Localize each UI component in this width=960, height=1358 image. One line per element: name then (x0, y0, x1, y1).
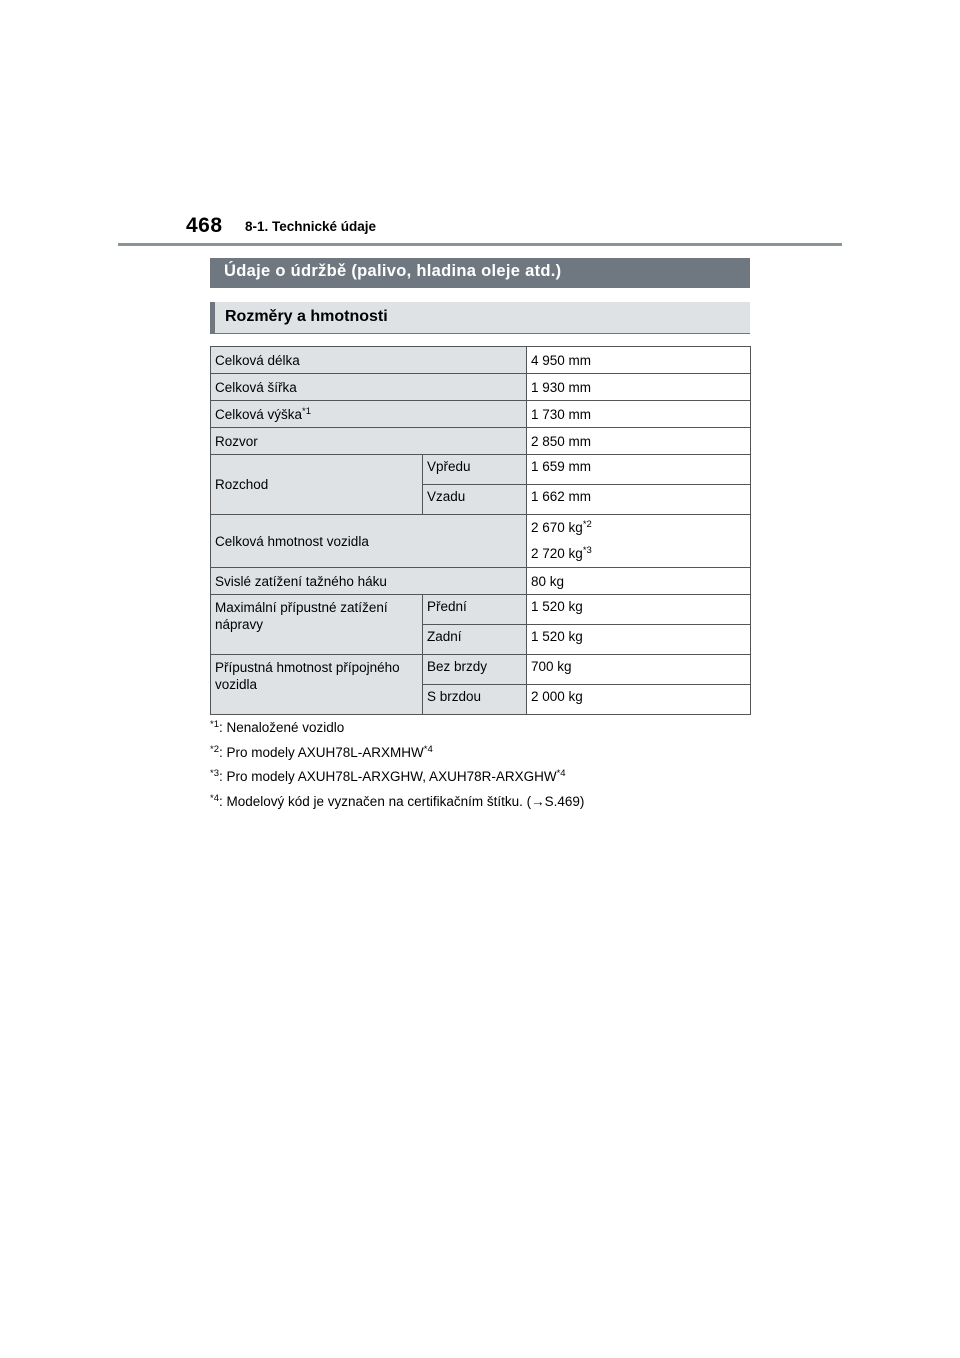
footnote-ref-mark: *4 (556, 768, 566, 779)
width-value: 1 930 mm (527, 374, 751, 401)
footnotes (210, 716, 584, 814)
footnote (210, 765, 584, 790)
gvw-value-2-mark: *3 (582, 545, 592, 556)
gvw-value-1-mark: *2 (582, 519, 592, 530)
gvw-value-2: 2 720 kg (531, 546, 583, 561)
axle-front-value: 1 520 kg (527, 595, 751, 625)
footnote-text: : Modelový kód je vyznačen na certifikačním štítku. (→S.469) (218, 793, 585, 809)
height-footnote-mark: *1 (302, 405, 312, 417)
main-heading: Údaje o údržbě (palivo, hladina oleje atd.) (210, 258, 750, 288)
gvw-value-line (531, 541, 746, 567)
section-title: 8-1. Technické údaje (245, 219, 377, 234)
footnote-ref-mark: *4 (423, 743, 433, 755)
gvw-label: Celková hmotnost vozidla (211, 515, 527, 568)
track-label: Rozchod (211, 455, 423, 515)
sub-heading: Rozměry a hmotnosti (210, 302, 750, 334)
table-row (211, 595, 751, 625)
gvw-value-line (531, 515, 746, 541)
wheelbase-value: 2 850 mm (527, 428, 751, 455)
axle-front-label: Přední (423, 595, 527, 625)
trailer-braked-label: S brzdou (423, 685, 527, 715)
page-number: 468 (186, 214, 223, 237)
table-row (211, 515, 751, 568)
footnote-mark: *3 (210, 768, 219, 779)
trailer-label: Přípustná hmotnost přípojného vozidla (211, 655, 423, 715)
table-row (211, 568, 751, 595)
trailer-unbraked-label: Bez brzdy (423, 655, 527, 685)
footnote-text: : Pro modely AXUH78L-ARXMHW (218, 744, 424, 760)
trailer-unbraked-value: 700 kg (527, 655, 751, 685)
track-rear-value: 1 662 mm (527, 485, 751, 515)
table-row (211, 428, 751, 455)
table-row (211, 655, 751, 685)
track-rear-label: Vzadu (423, 485, 527, 515)
footnote-mark: *4 (210, 792, 219, 804)
gvw-value-1: 2 670 kg (531, 520, 583, 535)
footnote (210, 741, 584, 766)
footnote-mark: *2 (210, 743, 219, 755)
footnote (210, 716, 584, 741)
footnote-mark: *1 (210, 719, 219, 730)
footnote-text: : Pro modely AXUH78L-ARXGHW, AXUH78R-ARXGHW (218, 769, 557, 784)
axle-rear-label: Zadní (423, 625, 527, 655)
table-row (211, 374, 751, 401)
length-value: 4 950 mm (527, 347, 751, 374)
dimensions-weights-table (210, 346, 751, 715)
wheelbase-label: Rozvor (211, 428, 527, 455)
axle-label: Maximální přípustné zatížení nápravy (211, 595, 423, 655)
track-front-label: Vpředu (423, 455, 527, 485)
hitch-label: Svislé zatížení tažného háku (211, 568, 527, 595)
hitch-value: 80 kg (527, 568, 751, 595)
gvw-value-cell (527, 515, 751, 568)
trailer-braked-value: 2 000 kg (527, 685, 751, 715)
axle-rear-value: 1 520 kg (527, 625, 751, 655)
table-row (211, 455, 751, 485)
height-label: Celková výška (215, 406, 303, 422)
height-label-cell (211, 401, 527, 428)
width-label: Celková šířka (211, 374, 527, 401)
table-row (211, 347, 751, 374)
footnote (210, 790, 584, 815)
height-value: 1 730 mm (527, 401, 751, 428)
header-rule (118, 243, 842, 246)
track-front-value: 1 659 mm (527, 455, 751, 485)
footnote-text: : Nenaložené vozidlo (218, 720, 345, 735)
length-label: Celková délka (211, 347, 527, 374)
table-row (211, 401, 751, 428)
